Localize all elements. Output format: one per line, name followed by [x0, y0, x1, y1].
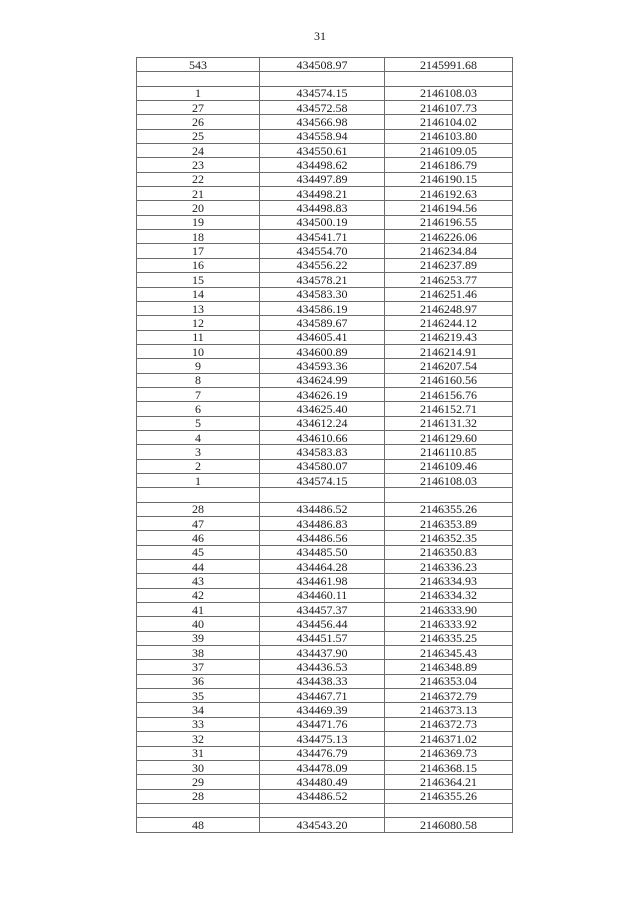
x-coordinate-cell: 434475.13	[260, 732, 385, 746]
y-coordinate-cell: 2146353.89	[385, 517, 513, 531]
point-number-cell: 29	[137, 775, 260, 789]
y-coordinate-cell	[385, 488, 513, 502]
point-number-cell: 42	[137, 588, 260, 602]
x-coordinate-cell: 434486.52	[260, 502, 385, 516]
x-coordinate-cell: 434586.19	[260, 301, 385, 315]
y-coordinate-cell: 2146244.12	[385, 316, 513, 330]
point-number-cell: 28	[137, 502, 260, 516]
y-coordinate-cell: 2146186.79	[385, 158, 513, 172]
y-coordinate-cell: 2146352.35	[385, 531, 513, 545]
point-number-cell: 543	[137, 58, 260, 72]
table-row	[137, 201, 513, 215]
y-coordinate-cell: 2146196.55	[385, 215, 513, 229]
x-coordinate-cell: 434578.21	[260, 273, 385, 287]
point-number-cell: 47	[137, 517, 260, 531]
point-number-cell: 14	[137, 287, 260, 301]
point-number-cell: 26	[137, 115, 260, 129]
x-coordinate-cell: 434624.99	[260, 373, 385, 387]
x-coordinate-cell	[260, 72, 385, 86]
table-row	[137, 187, 513, 201]
table-row	[137, 258, 513, 272]
y-coordinate-cell: 2146372.79	[385, 689, 513, 703]
point-number-cell: 8	[137, 373, 260, 387]
y-coordinate-cell: 2146207.54	[385, 359, 513, 373]
x-coordinate-cell: 434566.98	[260, 115, 385, 129]
x-coordinate-cell: 434485.50	[260, 545, 385, 559]
point-number-cell: 36	[137, 674, 260, 688]
x-coordinate-cell: 434476.79	[260, 746, 385, 760]
point-number-cell: 17	[137, 244, 260, 258]
point-number-cell: 35	[137, 689, 260, 703]
x-coordinate-cell: 434436.53	[260, 660, 385, 674]
table-row	[137, 430, 513, 444]
y-coordinate-cell: 2146335.25	[385, 631, 513, 645]
point-number-cell: 10	[137, 344, 260, 358]
y-coordinate-cell: 2146355.26	[385, 789, 513, 803]
x-coordinate-cell: 434497.89	[260, 172, 385, 186]
table-row	[137, 316, 513, 330]
x-coordinate-cell: 434498.21	[260, 187, 385, 201]
x-coordinate-cell: 434464.28	[260, 560, 385, 574]
table-row	[137, 660, 513, 674]
point-number-cell: 45	[137, 545, 260, 559]
y-coordinate-cell: 2146348.89	[385, 660, 513, 674]
x-coordinate-cell: 434625.40	[260, 402, 385, 416]
y-coordinate-cell: 2146219.43	[385, 330, 513, 344]
table-row	[137, 115, 513, 129]
point-number-cell: 11	[137, 330, 260, 344]
table-row	[137, 244, 513, 258]
table-separator-row	[137, 72, 513, 86]
point-number-cell: 27	[137, 101, 260, 115]
point-number-cell: 30	[137, 760, 260, 774]
table-separator-row	[137, 803, 513, 817]
x-coordinate-cell: 434471.76	[260, 717, 385, 731]
point-number-cell: 16	[137, 258, 260, 272]
y-coordinate-cell: 2146372.73	[385, 717, 513, 731]
table-row	[137, 617, 513, 631]
point-number-cell: 43	[137, 574, 260, 588]
y-coordinate-cell: 2146248.97	[385, 301, 513, 315]
table-row	[137, 287, 513, 301]
point-number-cell: 3	[137, 445, 260, 459]
point-number-cell: 28	[137, 789, 260, 803]
table-row	[137, 445, 513, 459]
y-coordinate-cell: 2146234.84	[385, 244, 513, 258]
table-row	[137, 373, 513, 387]
table-row	[137, 58, 513, 72]
coordinate-table-body	[137, 58, 513, 833]
y-coordinate-cell: 2146190.15	[385, 172, 513, 186]
point-number-cell: 25	[137, 129, 260, 143]
table-row	[137, 646, 513, 660]
y-coordinate-cell	[385, 72, 513, 86]
x-coordinate-cell: 434589.67	[260, 316, 385, 330]
table-row	[137, 344, 513, 358]
point-number-cell: 9	[137, 359, 260, 373]
y-coordinate-cell: 2146368.15	[385, 760, 513, 774]
x-coordinate-cell: 434469.39	[260, 703, 385, 717]
point-number-cell: 1	[137, 86, 260, 100]
x-coordinate-cell: 434438.33	[260, 674, 385, 688]
y-coordinate-cell: 2146333.90	[385, 603, 513, 617]
point-number-cell: 2	[137, 459, 260, 473]
y-coordinate-cell: 2146345.43	[385, 646, 513, 660]
table-row	[137, 101, 513, 115]
y-coordinate-cell: 2146192.63	[385, 187, 513, 201]
table-row	[137, 631, 513, 645]
x-coordinate-cell: 434593.36	[260, 359, 385, 373]
y-coordinate-cell: 2146107.73	[385, 101, 513, 115]
x-coordinate-cell: 434610.66	[260, 430, 385, 444]
point-number-cell: 32	[137, 732, 260, 746]
table-row	[137, 301, 513, 315]
table-row	[137, 459, 513, 473]
point-number-cell: 15	[137, 273, 260, 287]
x-coordinate-cell: 434580.07	[260, 459, 385, 473]
y-coordinate-cell: 2146108.03	[385, 86, 513, 100]
table-row	[137, 473, 513, 487]
x-coordinate-cell: 434600.89	[260, 344, 385, 358]
x-coordinate-cell: 434541.71	[260, 230, 385, 244]
x-coordinate-cell: 434486.52	[260, 789, 385, 803]
x-coordinate-cell: 434467.71	[260, 689, 385, 703]
y-coordinate-cell: 2146237.89	[385, 258, 513, 272]
y-coordinate-cell: 2145991.68	[385, 58, 513, 72]
y-coordinate-cell: 2146214.91	[385, 344, 513, 358]
point-number-cell: 12	[137, 316, 260, 330]
x-coordinate-cell	[260, 488, 385, 502]
x-coordinate-cell: 434498.83	[260, 201, 385, 215]
point-number-cell: 19	[137, 215, 260, 229]
point-number-cell: 1	[137, 473, 260, 487]
y-coordinate-cell: 2146152.71	[385, 402, 513, 416]
point-number-cell: 24	[137, 144, 260, 158]
y-coordinate-cell: 2146080.58	[385, 818, 513, 832]
y-coordinate-cell: 2146373.13	[385, 703, 513, 717]
point-number-cell: 39	[137, 631, 260, 645]
table-row	[137, 674, 513, 688]
x-coordinate-cell	[260, 803, 385, 817]
y-coordinate-cell: 2146104.02	[385, 115, 513, 129]
point-number-cell: 6	[137, 402, 260, 416]
y-coordinate-cell: 2146131.32	[385, 416, 513, 430]
table-separator-row	[137, 488, 513, 502]
point-number-cell	[137, 72, 260, 86]
y-coordinate-cell: 2146226.06	[385, 230, 513, 244]
x-coordinate-cell: 434457.37	[260, 603, 385, 617]
table-row	[137, 746, 513, 760]
table-row	[137, 158, 513, 172]
table-row	[137, 603, 513, 617]
table-row	[137, 531, 513, 545]
table-row	[137, 230, 513, 244]
point-number-cell: 44	[137, 560, 260, 574]
y-coordinate-cell: 2146353.04	[385, 674, 513, 688]
table-row	[137, 732, 513, 746]
x-coordinate-cell: 434572.58	[260, 101, 385, 115]
point-number-cell: 21	[137, 187, 260, 201]
x-coordinate-cell: 434461.98	[260, 574, 385, 588]
point-number-cell: 18	[137, 230, 260, 244]
y-coordinate-cell: 2146350.83	[385, 545, 513, 559]
y-coordinate-cell: 2146129.60	[385, 430, 513, 444]
point-number-cell: 37	[137, 660, 260, 674]
table-row	[137, 172, 513, 186]
y-coordinate-cell: 2146194.56	[385, 201, 513, 215]
y-coordinate-cell: 2146160.56	[385, 373, 513, 387]
table-row	[137, 703, 513, 717]
table-row	[137, 574, 513, 588]
x-coordinate-cell: 434478.09	[260, 760, 385, 774]
x-coordinate-cell: 434486.56	[260, 531, 385, 545]
table-row	[137, 775, 513, 789]
table-row	[137, 517, 513, 531]
x-coordinate-cell: 434558.94	[260, 129, 385, 143]
table-row	[137, 689, 513, 703]
table-row	[137, 273, 513, 287]
table-row	[137, 86, 513, 100]
point-number-cell: 46	[137, 531, 260, 545]
table-row	[137, 129, 513, 143]
y-coordinate-cell: 2146110.85	[385, 445, 513, 459]
x-coordinate-cell: 434556.22	[260, 258, 385, 272]
y-coordinate-cell: 2146336.23	[385, 560, 513, 574]
point-number-cell: 48	[137, 818, 260, 832]
table-row	[137, 215, 513, 229]
point-number-cell: 20	[137, 201, 260, 215]
table-row	[137, 330, 513, 344]
x-coordinate-cell: 434460.11	[260, 588, 385, 602]
y-coordinate-cell: 2146369.73	[385, 746, 513, 760]
table-row	[137, 144, 513, 158]
point-number-cell: 38	[137, 646, 260, 660]
table-row	[137, 416, 513, 430]
point-number-cell: 40	[137, 617, 260, 631]
y-coordinate-cell: 2146253.77	[385, 273, 513, 287]
point-number-cell: 7	[137, 387, 260, 401]
x-coordinate-cell: 434456.44	[260, 617, 385, 631]
table-row	[137, 588, 513, 602]
table-row	[137, 789, 513, 803]
x-coordinate-cell: 434550.61	[260, 144, 385, 158]
y-coordinate-cell: 2146355.26	[385, 502, 513, 516]
point-number-cell: 5	[137, 416, 260, 430]
point-number-cell: 23	[137, 158, 260, 172]
y-coordinate-cell: 2146108.03	[385, 473, 513, 487]
table-row	[137, 545, 513, 559]
x-coordinate-cell: 434486.83	[260, 517, 385, 531]
coordinate-table	[136, 57, 513, 833]
y-coordinate-cell: 2146334.32	[385, 588, 513, 602]
x-coordinate-cell: 434612.24	[260, 416, 385, 430]
table-row	[137, 402, 513, 416]
point-number-cell	[137, 488, 260, 502]
point-number-cell: 31	[137, 746, 260, 760]
x-coordinate-cell: 434605.41	[260, 330, 385, 344]
x-coordinate-cell: 434451.57	[260, 631, 385, 645]
table-row	[137, 387, 513, 401]
x-coordinate-cell: 434583.30	[260, 287, 385, 301]
x-coordinate-cell: 434498.62	[260, 158, 385, 172]
point-number-cell: 33	[137, 717, 260, 731]
y-coordinate-cell: 2146109.46	[385, 459, 513, 473]
table-row	[137, 760, 513, 774]
x-coordinate-cell: 434508.97	[260, 58, 385, 72]
point-number-cell: 4	[137, 430, 260, 444]
point-number-cell	[137, 803, 260, 817]
y-coordinate-cell: 2146334.93	[385, 574, 513, 588]
x-coordinate-cell: 434543.20	[260, 818, 385, 832]
y-coordinate-cell	[385, 803, 513, 817]
y-coordinate-cell: 2146333.92	[385, 617, 513, 631]
x-coordinate-cell: 434480.49	[260, 775, 385, 789]
x-coordinate-cell: 434574.15	[260, 86, 385, 100]
page-number: 31	[314, 29, 326, 43]
x-coordinate-cell: 434554.70	[260, 244, 385, 258]
x-coordinate-cell: 434626.19	[260, 387, 385, 401]
x-coordinate-cell: 434583.83	[260, 445, 385, 459]
point-number-cell: 13	[137, 301, 260, 315]
table-row	[137, 502, 513, 516]
x-coordinate-cell: 434437.90	[260, 646, 385, 660]
table-row	[137, 359, 513, 373]
x-coordinate-cell: 434574.15	[260, 473, 385, 487]
point-number-cell: 22	[137, 172, 260, 186]
y-coordinate-cell: 2146109.05	[385, 144, 513, 158]
y-coordinate-cell: 2146103.80	[385, 129, 513, 143]
x-coordinate-cell: 434500.19	[260, 215, 385, 229]
point-number-cell: 34	[137, 703, 260, 717]
y-coordinate-cell: 2146364.21	[385, 775, 513, 789]
y-coordinate-cell: 2146251.46	[385, 287, 513, 301]
point-number-cell: 41	[137, 603, 260, 617]
table-row	[137, 717, 513, 731]
table-row	[137, 818, 513, 832]
y-coordinate-cell: 2146371.02	[385, 732, 513, 746]
y-coordinate-cell: 2146156.76	[385, 387, 513, 401]
table-row	[137, 560, 513, 574]
